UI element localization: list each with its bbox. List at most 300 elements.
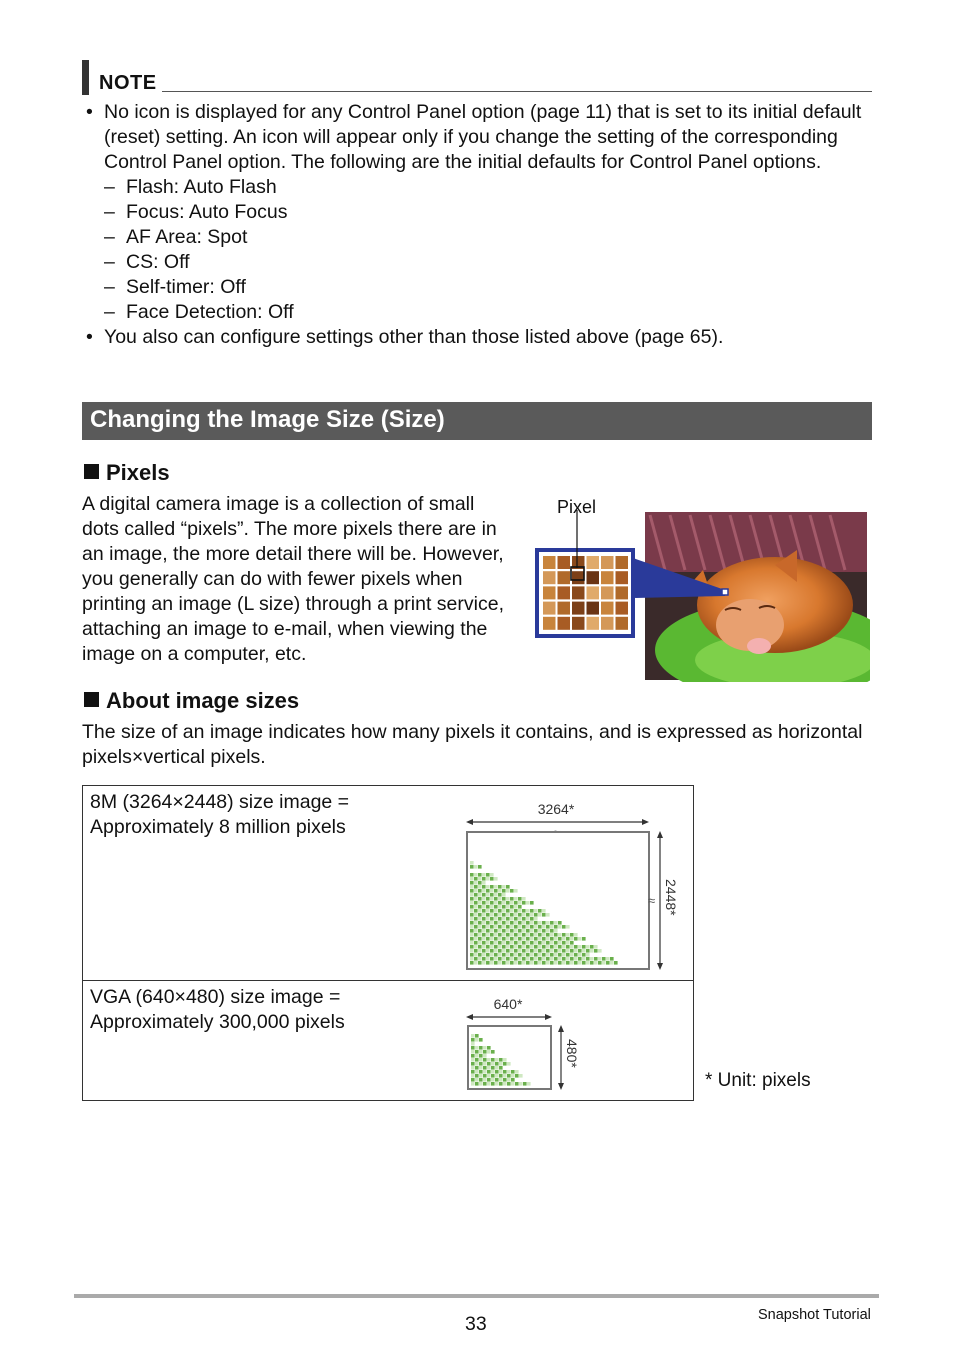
grid-cell — [471, 1062, 475, 1066]
grid-cell — [506, 925, 510, 929]
grid-cell — [479, 1070, 483, 1074]
grid-cell — [494, 917, 498, 921]
grid-cell — [550, 925, 554, 929]
pixel-cell — [543, 586, 556, 599]
grid-cell — [478, 913, 482, 917]
grid-cell — [470, 925, 474, 929]
grid-cell — [478, 897, 482, 901]
grid-cell — [554, 949, 558, 953]
grid-cell — [526, 957, 530, 961]
note-rule — [162, 91, 872, 92]
grid-cell — [522, 941, 526, 945]
grid-cell — [530, 921, 534, 925]
grid-cell — [491, 1074, 495, 1078]
pixel-cell — [558, 571, 571, 584]
grid-cell — [526, 937, 530, 941]
grid-cell — [534, 929, 538, 933]
grid-cell — [502, 941, 506, 945]
grid-cell — [494, 925, 498, 929]
grid-cell — [582, 937, 586, 941]
grid-cell — [526, 913, 530, 917]
grid-cell — [470, 901, 474, 905]
dash-mark: – — [104, 226, 115, 248]
grid-cell — [475, 1070, 479, 1074]
grid-cell — [482, 917, 486, 921]
grid-cell — [574, 961, 578, 965]
grid-cell — [518, 953, 522, 957]
defaults-item — [104, 275, 872, 300]
grid-cell — [562, 945, 566, 949]
dash-mark: – — [104, 201, 115, 223]
size-row-line1: 8M (3264×2448) size image = — [90, 791, 350, 813]
grid-cell — [470, 909, 474, 913]
pixel-cell — [616, 586, 629, 599]
grid-cell — [474, 905, 478, 909]
grid-cell — [490, 937, 494, 941]
grid-cell — [534, 957, 538, 961]
grid-cell — [486, 953, 490, 957]
grid-cell — [478, 889, 482, 893]
square-bullet-icon — [84, 692, 99, 707]
grid-cell — [506, 889, 510, 893]
grid-cell — [554, 925, 558, 929]
pixel-illustration — [535, 510, 870, 682]
grid-cell — [486, 945, 490, 949]
grid-cell — [534, 909, 538, 913]
grid-cell — [475, 1054, 479, 1058]
grid-cell — [490, 941, 494, 945]
grid-cell — [542, 961, 546, 965]
pixel-cell — [543, 617, 556, 630]
grid-cell — [530, 913, 534, 917]
grid-cell — [495, 1074, 499, 1078]
note-bullet-2 — [82, 325, 872, 350]
grid-cell — [546, 925, 550, 929]
grid-cell — [471, 1034, 475, 1038]
note-bar-mark — [82, 60, 89, 95]
grid-cell — [486, 897, 490, 901]
grid-cell — [474, 937, 478, 941]
grid-cell — [538, 941, 542, 945]
grid-cell — [574, 945, 578, 949]
grid-cell — [534, 937, 538, 941]
grid-cell — [526, 933, 530, 937]
grid-cell — [530, 933, 534, 937]
grid-cell — [546, 949, 550, 953]
grid-cell — [502, 893, 506, 897]
grid-cell — [519, 1074, 523, 1078]
grid-cell — [490, 925, 494, 929]
grid-cell — [490, 901, 494, 905]
note-label: NOTE — [99, 72, 157, 94]
grid-cell — [562, 941, 566, 945]
grid-cell — [514, 921, 518, 925]
grid-cell — [518, 929, 522, 933]
grid-cell — [499, 1082, 503, 1086]
grid-cell — [478, 945, 482, 949]
arrow-head-icon — [558, 1083, 564, 1090]
grid-cell — [498, 905, 502, 909]
grid-cell — [470, 893, 474, 897]
grid-cell — [498, 961, 502, 965]
grid-cell — [514, 913, 518, 917]
grid-cell — [534, 921, 538, 925]
grid-cell — [478, 881, 482, 885]
grid-cell — [498, 901, 502, 905]
grid-cell — [494, 913, 498, 917]
dash-mark: – — [104, 276, 115, 298]
grid-cell — [546, 941, 550, 945]
section-title: Changing the Image Size (Size) — [90, 406, 445, 433]
grid-cell — [590, 945, 594, 949]
grid-cell — [523, 1082, 527, 1086]
grid-cell — [494, 929, 498, 933]
pixel-cell — [587, 556, 600, 569]
grid-cell — [510, 949, 514, 953]
grid-cell — [510, 921, 514, 925]
grid-cell — [491, 1066, 495, 1070]
grid-cell — [495, 1078, 499, 1082]
grid-cell — [479, 1078, 483, 1082]
grid-cell — [542, 937, 546, 941]
grid-cell — [538, 913, 542, 917]
grid-cell — [522, 961, 526, 965]
grid-cell — [499, 1058, 503, 1062]
grid-cell — [487, 1062, 491, 1066]
pixel-cell — [558, 602, 571, 615]
grid-cell — [550, 961, 554, 965]
dash-mark: – — [104, 176, 115, 198]
grid-cell — [530, 953, 534, 957]
grid-cell — [514, 905, 518, 909]
grid-cell — [498, 929, 502, 933]
grid-cell — [546, 945, 550, 949]
grid-cell — [518, 941, 522, 945]
square-bullet-icon — [84, 464, 99, 479]
grid-cell — [498, 885, 502, 889]
grid-cell — [502, 885, 506, 889]
grid-cell — [506, 957, 510, 961]
grid-cell — [498, 917, 502, 921]
grid-cell — [522, 901, 526, 905]
grid-cell — [514, 929, 518, 933]
size-row-vga-text — [90, 985, 345, 1035]
grid-cell — [534, 913, 538, 917]
grid-cell — [526, 901, 530, 905]
grid-cell — [475, 1034, 479, 1038]
grid-cell — [570, 949, 574, 953]
grid-cell — [478, 933, 482, 937]
width-label-8m: 3264* — [537, 801, 575, 817]
grid-cell — [499, 1070, 503, 1074]
grid-cell — [550, 929, 554, 933]
grid-cell — [502, 905, 506, 909]
grid-cell — [507, 1070, 511, 1074]
defaults-item-text: AF Area: Spot — [126, 226, 248, 248]
grid-cell — [546, 929, 550, 933]
grid-cell — [478, 921, 482, 925]
pixel-cell — [587, 571, 600, 584]
grid-cell — [526, 917, 530, 921]
grid-cell — [498, 897, 502, 901]
grid-cell — [483, 1074, 487, 1078]
grid-cell — [495, 1082, 499, 1086]
grid-cell — [478, 929, 482, 933]
grid-cell — [482, 913, 486, 917]
grid-cell — [482, 889, 486, 893]
grid-cell — [542, 949, 546, 953]
grid-cell — [486, 925, 490, 929]
grid-cell — [586, 957, 590, 961]
grid-cell — [478, 961, 482, 965]
grid-cell — [506, 945, 510, 949]
grid-cell — [506, 933, 510, 937]
grid-cell — [503, 1058, 507, 1062]
grid-cell — [475, 1078, 479, 1082]
grid-cell — [518, 913, 522, 917]
grid-cell — [487, 1078, 491, 1082]
grid-cell — [474, 913, 478, 917]
grid-cell — [498, 945, 502, 949]
grid-cell — [474, 897, 478, 901]
height-label-8m: 2448* — [663, 879, 679, 916]
grid-cell — [482, 877, 486, 881]
grid-cell — [562, 957, 566, 961]
grid-cell — [490, 949, 494, 953]
grid-cell — [502, 937, 506, 941]
grid-cell — [526, 921, 530, 925]
footer-rule — [74, 1294, 879, 1298]
break-mark-icon: ≈ — [648, 893, 656, 908]
grid-cell — [470, 881, 474, 885]
grid-cell — [470, 917, 474, 921]
grid-cell — [491, 1058, 495, 1062]
grid-cell — [482, 881, 486, 885]
dash-mark: – — [104, 251, 115, 273]
grid-cell — [610, 957, 614, 961]
grid-cell — [478, 937, 482, 941]
grid-cell — [566, 957, 570, 961]
grid-cell — [498, 909, 502, 913]
grid-cell — [518, 897, 522, 901]
pixels-heading-text: Pixels — [106, 460, 170, 485]
grid-cell — [534, 953, 538, 957]
grid-cell — [538, 929, 542, 933]
grid-cell — [478, 873, 482, 877]
grid-cell — [562, 949, 566, 953]
grid-cell — [530, 937, 534, 941]
grid-cell — [514, 889, 518, 893]
grid-cell — [474, 885, 478, 889]
grid-cell — [546, 933, 550, 937]
grid-cell — [494, 953, 498, 957]
grid-cell — [514, 949, 518, 953]
grid-cell — [550, 957, 554, 961]
grid-cell — [499, 1066, 503, 1070]
grid-cell — [490, 961, 494, 965]
grid-cell — [506, 961, 510, 965]
grid-cell — [510, 913, 514, 917]
grid-cell — [518, 933, 522, 937]
grid-cell — [490, 873, 494, 877]
grid-cell — [518, 917, 522, 921]
grid-cell — [483, 1050, 487, 1054]
grid-cell — [511, 1070, 515, 1074]
grid-cell — [486, 873, 490, 877]
grid-cell — [498, 957, 502, 961]
grid-cell — [498, 941, 502, 945]
grid-cell — [487, 1050, 491, 1054]
grid-cell — [514, 933, 518, 937]
dash-mark: – — [104, 301, 115, 323]
grid-cell — [518, 961, 522, 965]
zoom-source-marker — [722, 589, 728, 595]
grid-cell — [518, 945, 522, 949]
grid-cell — [514, 901, 518, 905]
bullet-mark: • — [86, 101, 93, 123]
grid-cell — [538, 953, 542, 957]
size-row-8m-text — [90, 790, 349, 840]
grid-cell — [475, 1050, 479, 1054]
grid-cell — [503, 1070, 507, 1074]
grid-cell — [498, 925, 502, 929]
grid-cell — [491, 1062, 495, 1066]
grid-cell — [482, 909, 486, 913]
page-number: 33 — [465, 1313, 487, 1335]
grid-cell — [470, 953, 474, 957]
grid-cell — [510, 901, 514, 905]
grid-cell — [499, 1062, 503, 1066]
grid-cell — [479, 1050, 483, 1054]
grid-cell — [503, 1078, 507, 1082]
arrow-head-icon — [642, 819, 649, 825]
defaults-list — [104, 175, 872, 325]
grid-cell — [550, 921, 554, 925]
pixel-cell — [601, 586, 614, 599]
grid-cell — [482, 921, 486, 925]
defaults-item-text: Self-timer: Off — [126, 276, 246, 298]
grid-cell — [530, 925, 534, 929]
grid-cell — [554, 941, 558, 945]
grid-cell — [490, 909, 494, 913]
note-bullet-list — [82, 100, 872, 350]
grid-cell — [502, 897, 506, 901]
size-table-divider — [82, 980, 693, 981]
grid-cell — [499, 1078, 503, 1082]
grid-cell — [518, 909, 522, 913]
grid-cell — [474, 953, 478, 957]
pixel-cell — [558, 556, 571, 569]
grid-cell — [538, 949, 542, 953]
pixel-cell — [543, 602, 556, 615]
grid-cell — [562, 925, 566, 929]
grid-cell — [526, 953, 530, 957]
grid-cell — [470, 873, 474, 877]
grid-cell — [483, 1046, 487, 1050]
pixel-cell — [572, 586, 585, 599]
grid-cell — [474, 865, 478, 869]
grid-cell — [487, 1066, 491, 1070]
grid-cell — [554, 961, 558, 965]
grid-cell — [590, 949, 594, 953]
grid-cell — [483, 1082, 487, 1086]
grid-cell — [542, 929, 546, 933]
arrow-head-icon — [466, 819, 473, 825]
grid-cell — [598, 961, 602, 965]
grid-cell — [538, 925, 542, 929]
grid-cell — [586, 945, 590, 949]
grid-cell — [486, 949, 490, 953]
grid-cell — [491, 1078, 495, 1082]
grid-cell — [526, 909, 530, 913]
grid-cell — [471, 1042, 475, 1046]
grid-cell — [542, 913, 546, 917]
grid-cell — [506, 909, 510, 913]
grid-cell — [506, 953, 510, 957]
grid-cell — [502, 949, 506, 953]
grid-cell — [482, 925, 486, 929]
grid-cell — [526, 925, 530, 929]
grid-cell — [510, 925, 514, 929]
grid-cell — [471, 1046, 475, 1050]
grid-cell — [546, 957, 550, 961]
grid-cell — [550, 949, 554, 953]
grid-cell — [530, 929, 534, 933]
grid-cell — [566, 953, 570, 957]
size-diagram-8m — [460, 795, 690, 977]
grid-cell — [503, 1062, 507, 1066]
grid-cell — [475, 1058, 479, 1062]
grid-cell — [514, 945, 518, 949]
grid-cell — [482, 941, 486, 945]
grid-cell — [562, 937, 566, 941]
grid-cell — [554, 945, 558, 949]
grid-cell — [602, 957, 606, 961]
grid-cell — [487, 1046, 491, 1050]
footer-title: Snapshot Tutorial — [758, 1307, 871, 1323]
grid-cell — [542, 953, 546, 957]
grid-cell — [491, 1082, 495, 1086]
defaults-item — [104, 200, 872, 225]
grid-cell — [486, 933, 490, 937]
grid-cell — [554, 953, 558, 957]
grid-cell — [518, 925, 522, 929]
grid-cell — [474, 921, 478, 925]
grid-cell — [554, 957, 558, 961]
grid-cell — [471, 1054, 475, 1058]
grid-cell — [602, 961, 606, 965]
grid-cell — [518, 937, 522, 941]
grid-cell — [586, 961, 590, 965]
about-heading-text: About image sizes — [106, 688, 300, 713]
note-bullet-2-text: You also can configure settings other than those listed above (page 65). — [104, 326, 724, 348]
grid-cell — [558, 933, 562, 937]
grid-cell — [506, 917, 510, 921]
grid-cell — [478, 877, 482, 881]
grid-cell — [502, 921, 506, 925]
defaults-item — [104, 300, 872, 325]
grid-cell — [506, 929, 510, 933]
grid-cell — [470, 897, 474, 901]
grid-cell — [507, 1078, 511, 1082]
grid-cell — [510, 957, 514, 961]
pixel-cell — [601, 571, 614, 584]
defaults-item-text: Face Detection: Off — [126, 301, 294, 323]
grid-cell — [495, 1070, 499, 1074]
grid-cell — [542, 921, 546, 925]
grid-cell — [482, 945, 486, 949]
grid-cell — [558, 949, 562, 953]
